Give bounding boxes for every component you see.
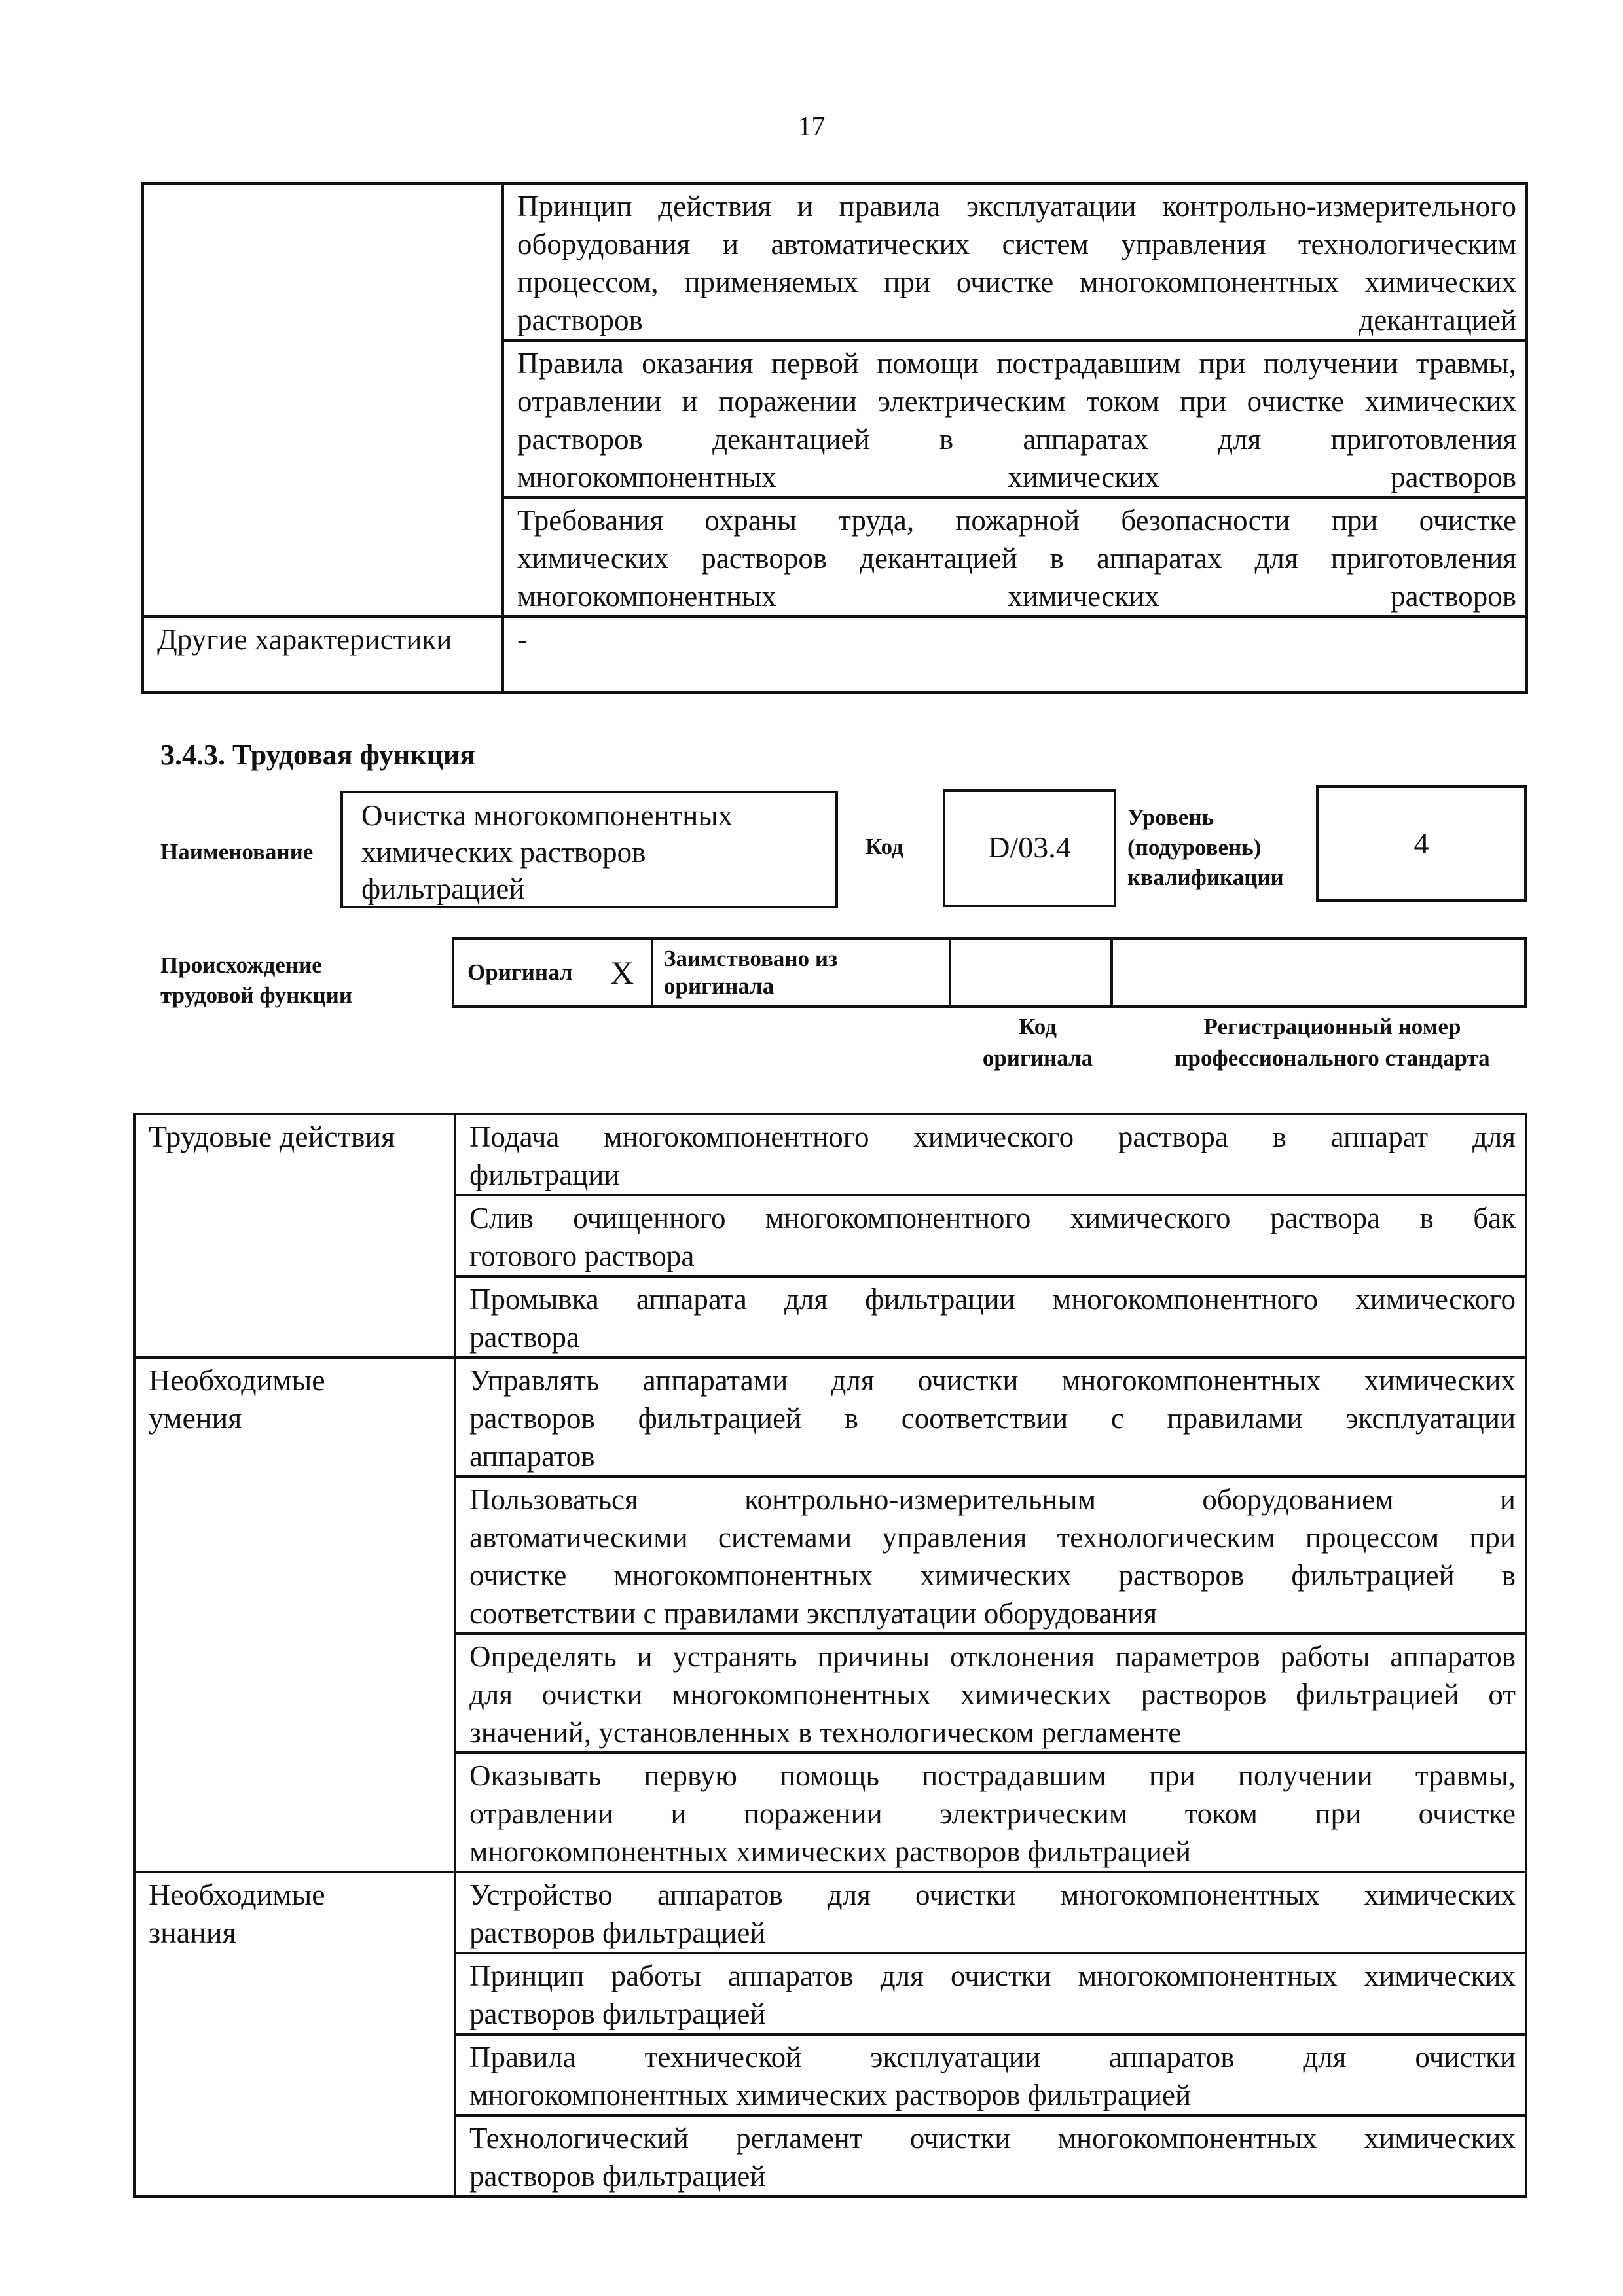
level-label-line: Уровень — [1127, 804, 1214, 830]
line: аппаратов — [469, 1440, 595, 1473]
line: растворов фильтрацией — [469, 1998, 766, 2030]
line: Устройство аппаратов для очистки многокомпонентных химических — [469, 1878, 1516, 1911]
knowledge-item — [455, 2115, 1526, 2197]
requirement-cell — [503, 183, 1527, 340]
level-label — [1127, 802, 1284, 893]
group-label-line: Необходимые — [149, 1878, 325, 1911]
line: Правила технической эксплуатации аппаратов для очистки — [469, 2041, 1516, 2073]
required-knowledge-label — [134, 1872, 455, 2197]
code-caption-line: оригинала — [982, 1045, 1093, 1071]
line: значений, установленных в технологическом регламенте — [469, 1716, 1182, 1749]
level-label-line: квалификации — [1127, 865, 1284, 890]
function-name-line: фильтрацией — [361, 872, 525, 905]
requirement-cell — [503, 497, 1527, 617]
code-caption — [953, 1011, 1123, 1074]
registration-caption-line: профессионального стандарта — [1175, 1045, 1490, 1071]
line: растворов фильтрацией — [469, 1916, 766, 1949]
table-row — [134, 1872, 1526, 1953]
line: Технологический регламент очистки многокомпонентных химических — [469, 2122, 1516, 2155]
origin-label — [160, 950, 352, 1011]
code-label: Код — [866, 834, 903, 859]
line: Подача многокомпонентного химического раствора в аппарат для — [469, 1121, 1516, 1153]
continuation-table — [141, 182, 1528, 694]
line: Слив очищенного многокомпонентного химического раствора в бак — [469, 1202, 1516, 1234]
line: отравлении и поражении электрическим током при очистке — [469, 1797, 1516, 1830]
line: очистке многокомпонентных химических растворов фильтрацией в — [469, 1559, 1516, 1592]
other-characteristics-value: - — [503, 617, 1527, 692]
origin-label-line: трудовой функции — [160, 982, 353, 1008]
line: растворов фильтрацией в соответствии с правилами эксплуатации — [469, 1402, 1516, 1435]
line: соответствии с правилами эксплуатации оборудования — [469, 1597, 1158, 1630]
original-mark: X — [593, 939, 652, 1007]
labor-action-item — [455, 1195, 1526, 1276]
page-number: 17 — [797, 112, 826, 142]
empty-label-cell — [143, 183, 503, 617]
line: для очистки многокомпонентных химических растворов фильтрацией от — [469, 1678, 1516, 1711]
function-name-line: Очистка многокомпонентных — [361, 799, 733, 832]
line: раствора — [469, 1321, 580, 1354]
original-code-cell — [950, 939, 1112, 1007]
line: растворов декантацией — [517, 304, 1516, 336]
table-row — [143, 617, 1527, 692]
line: процессом, применяемых при очистке многокомпонентных химических — [517, 266, 1516, 298]
line: Требования охраны труда, пожарной безопасности при очистке — [517, 504, 1516, 537]
line: фильтрации — [469, 1158, 620, 1191]
line: Промывка аппарата для фильтрации многокомпонентного химического — [469, 1283, 1516, 1316]
group-label-line: Трудовые действия — [149, 1120, 395, 1153]
labor-action-item — [455, 1276, 1526, 1357]
required-skills-label — [134, 1357, 455, 1872]
line: Управлять аппаратами для очистки многокомпонентных химических — [469, 1364, 1516, 1397]
line: многокомпонентных химических растворов фильтрацией — [469, 2079, 1192, 2111]
registration-number-cell — [1112, 939, 1525, 1007]
line: многокомпонентных химических растворов фильтрацией — [469, 1835, 1192, 1868]
section-heading: 3.4.3. Трудовая функция — [160, 739, 476, 771]
code-caption-line: Код — [1019, 1014, 1057, 1039]
borrowed-label-line: оригинала — [664, 973, 775, 999]
code-value-box: D/03.4 — [943, 789, 1116, 907]
line: Определять и устранять причины отклонения параметров работы аппаратов — [469, 1640, 1516, 1673]
group-label-line: Необходимые — [149, 1363, 325, 1397]
labor-action-item — [455, 1114, 1526, 1195]
function-name-line: химических растворов — [361, 836, 646, 869]
line: Принцип работы аппаратов для очистки многокомпонентных химических — [469, 1960, 1516, 1992]
line: автоматическими системами управления технологическим процессом при — [469, 1521, 1516, 1554]
labor-function-table — [133, 1113, 1527, 2198]
knowledge-item — [455, 1872, 1526, 1953]
origin-table — [452, 937, 1527, 1008]
skill-item — [455, 1477, 1526, 1634]
line: Правила оказания первой помощи пострадавшим при получении травмы, — [517, 347, 1516, 380]
borrowed-label-line: Заимствовано из — [664, 946, 838, 971]
line: Пользоваться контрольно-измерительным оборудованием и — [469, 1483, 1516, 1516]
line: Принцип действия и правила эксплуатации контрольно-измерительного — [517, 190, 1516, 223]
line: Оказывать первую помощь пострадавшим при получении травмы, — [469, 1759, 1516, 1792]
table-row — [453, 939, 1525, 1007]
labor-actions-label — [134, 1114, 455, 1357]
knowledge-item — [455, 1953, 1526, 2034]
skill-item — [455, 1634, 1526, 1753]
registration-caption — [1139, 1011, 1525, 1074]
name-label: Наименование — [160, 839, 314, 865]
group-label-line: знания — [149, 1916, 236, 1949]
other-characteristics-label: Другие характеристики — [143, 617, 503, 692]
group-label-line: умения — [149, 1401, 242, 1435]
line: химических растворов декантацией в аппаратах для приготовления — [517, 542, 1516, 575]
level-label-line: (подуровень) — [1127, 834, 1262, 860]
table-row — [134, 1114, 1526, 1195]
knowledge-item — [455, 2034, 1526, 2115]
skill-item — [455, 1357, 1526, 1477]
line: готового раствора — [469, 1240, 695, 1272]
borrowed-label — [652, 939, 950, 1007]
line: растворов декантацией в аппаратах для приготовления — [517, 423, 1516, 456]
origin-label-line: Происхождение — [160, 952, 322, 978]
line: многокомпонентных химических растворов — [517, 461, 1516, 493]
line: отравлении и поражении электрическим током при очистке химических — [517, 385, 1516, 418]
registration-caption-line: Регистрационный номер — [1203, 1014, 1461, 1039]
line: оборудования и автоматических систем управления технологическим — [517, 228, 1516, 260]
function-name-box — [340, 791, 838, 908]
table-row — [143, 183, 1527, 340]
level-value-box: 4 — [1316, 785, 1527, 902]
line: растворов фильтрацией — [469, 2160, 766, 2193]
requirement-cell — [503, 340, 1527, 497]
skill-item — [455, 1753, 1526, 1872]
original-label: Оригинал — [453, 939, 593, 1007]
line: многокомпонентных химических растворов — [517, 580, 1516, 613]
table-row — [134, 1357, 1526, 1477]
